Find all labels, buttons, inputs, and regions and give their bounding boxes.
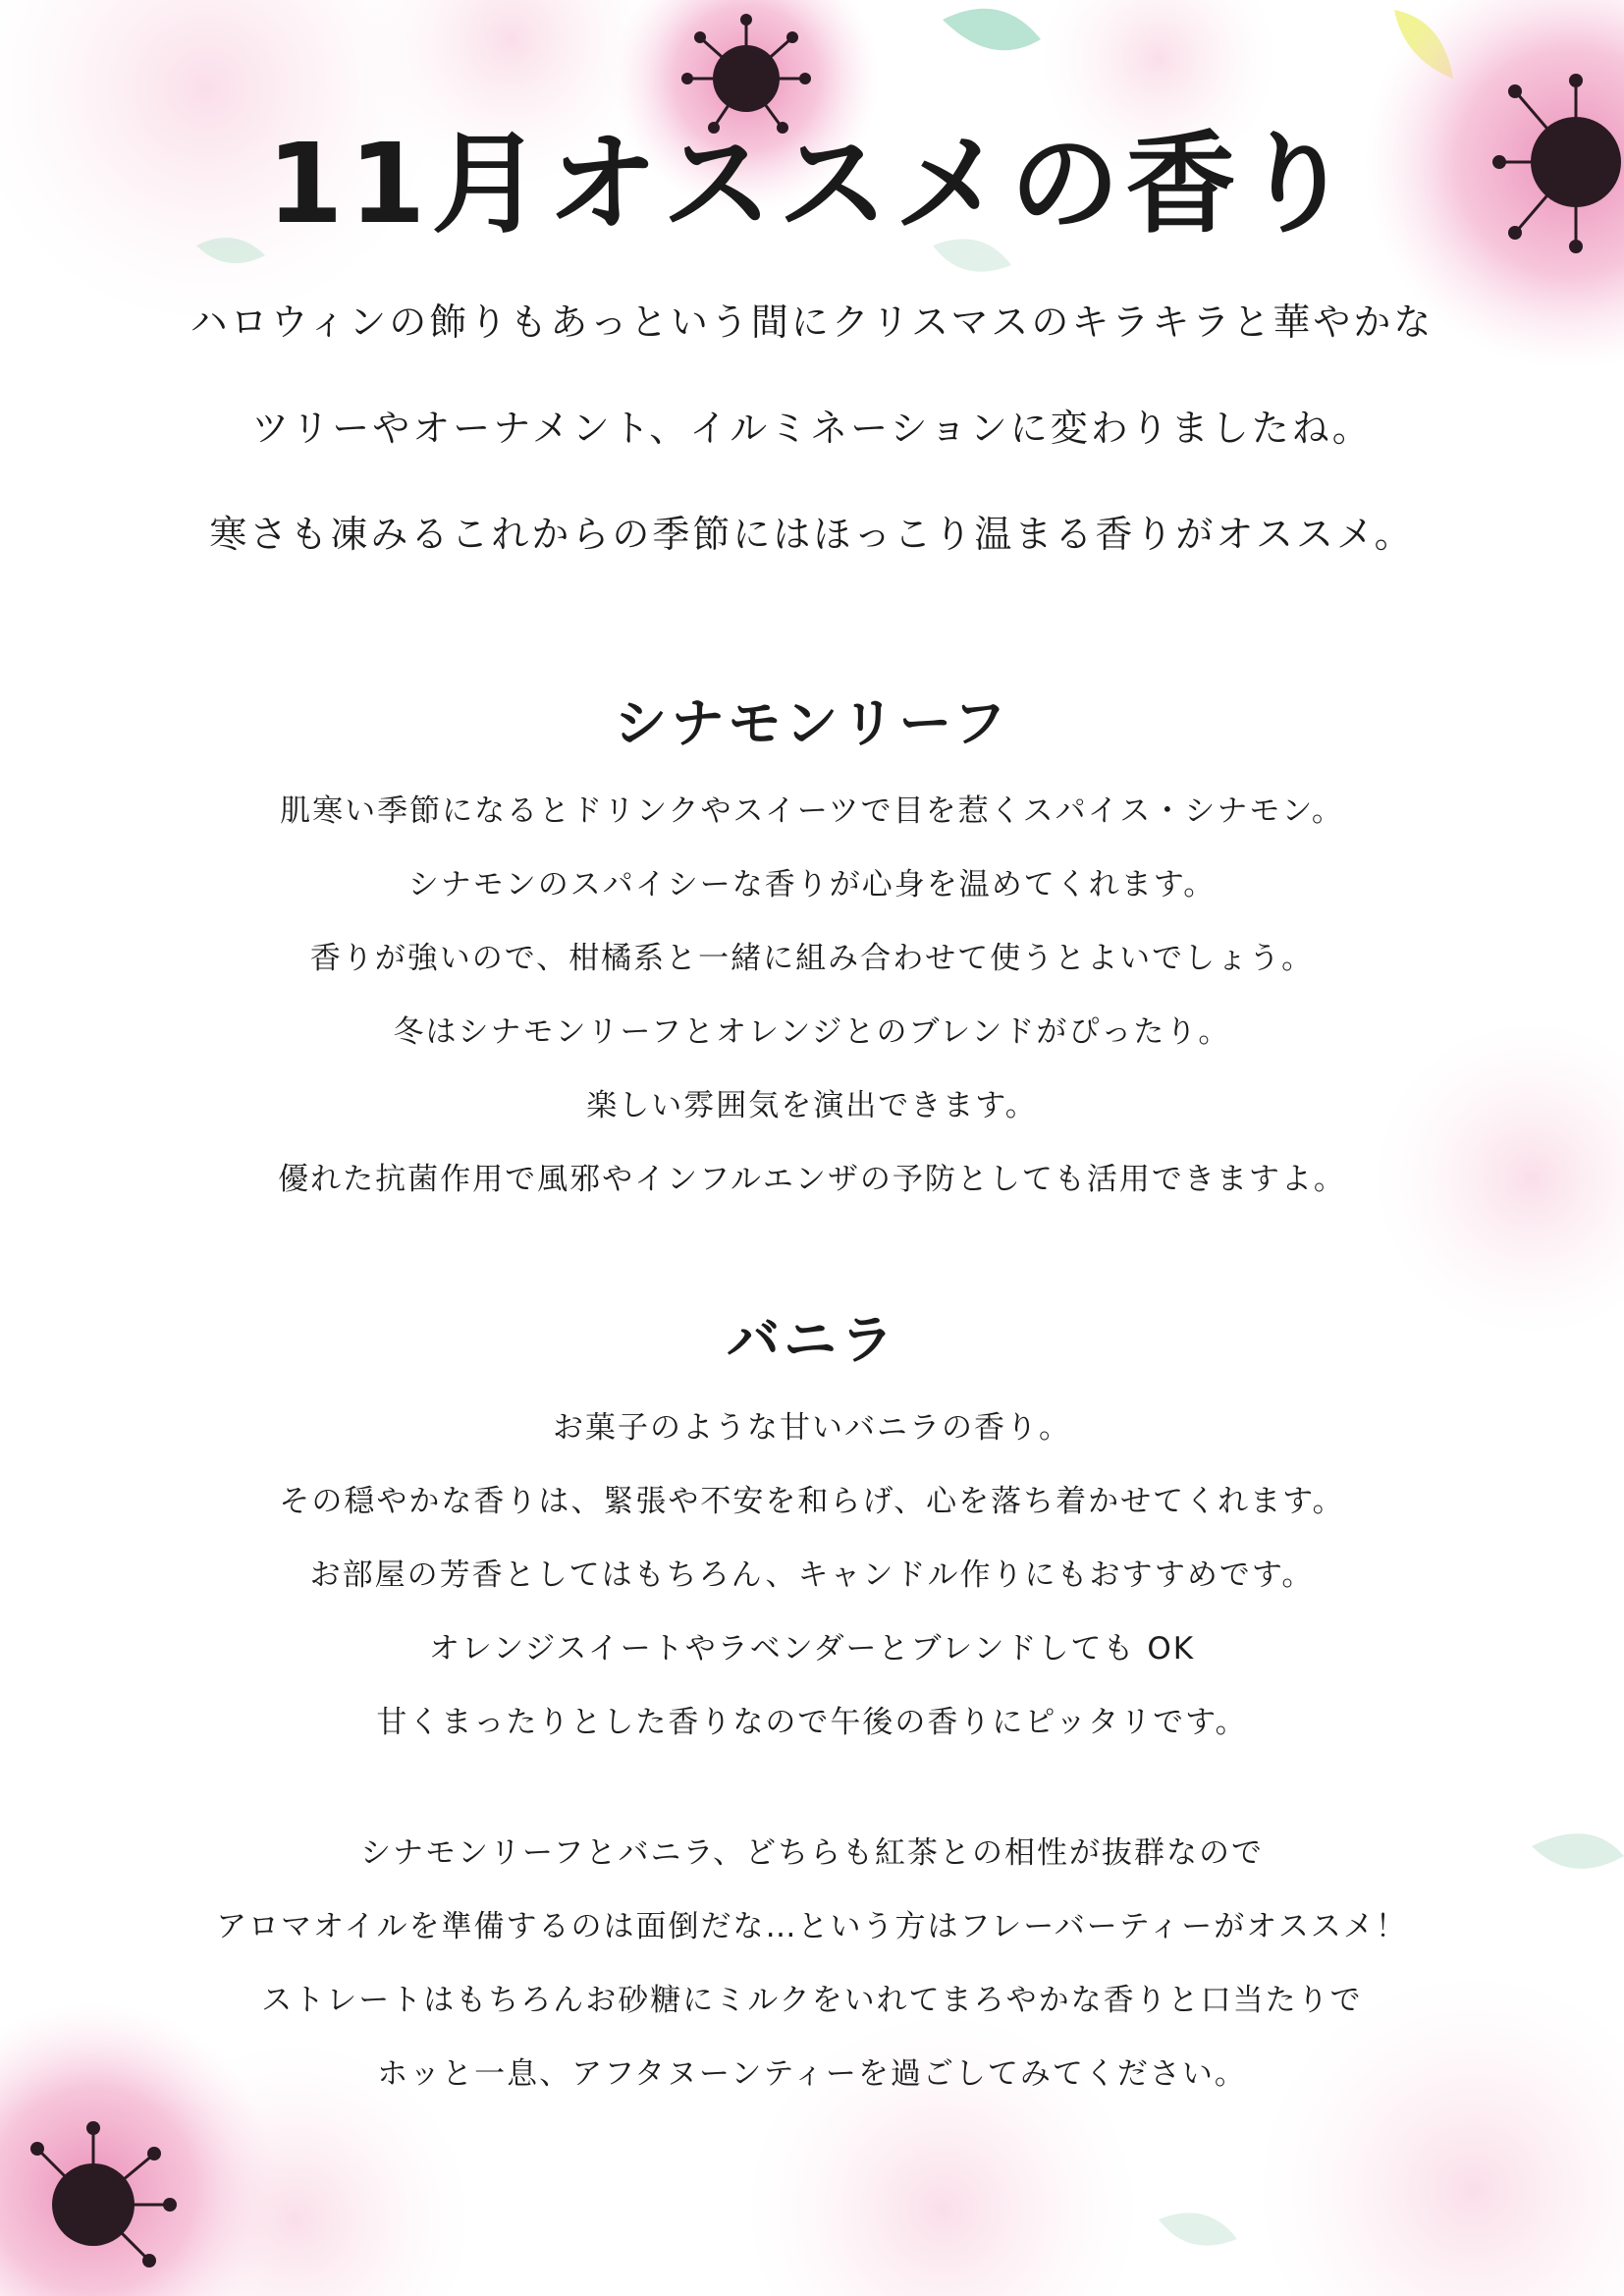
- page-title: 11月オススメの香り: [266, 121, 1358, 248]
- body-line: 肌寒い季節になるとドリンクやスイーツで目を惹くスパイス・シナモン。: [280, 793, 1344, 829]
- closing-line: ストレートはもちろんお砂糖にミルクをいれてまろやかな香りと口当たりで: [261, 1983, 1363, 2018]
- leaf-icon: [1159, 2213, 1237, 2245]
- body-line: オレンジスイートやラベンダーとブレンドしても OK: [428, 1631, 1196, 1667]
- body-line: 優れた抗菌作用で風邪やインフルエンザの予防としても活用できますよ。: [278, 1162, 1346, 1197]
- closing-line: ホッと一息、アフタヌーンティーを過ごしてみてください。: [377, 2056, 1247, 2092]
- section-heading: バニラ: [727, 1309, 897, 1371]
- body-line: シナモンのスパイシーな香りが心身を温めてくれます。: [407, 867, 1217, 902]
- section-vanilla: [0, 1306, 1624, 1743]
- body-line: お菓子のような甘いバニラの香り。: [553, 1410, 1071, 1446]
- body-line: 甘くまったりとした香りなので午後の香りにピッタリです。: [376, 1705, 1248, 1740]
- closing-paragraph: [0, 1832, 1624, 2127]
- closing-line: シナモンリーフとバニラ、どちらも紅茶との相性が抜群なので: [360, 1835, 1264, 1871]
- body-line: 楽しい雰囲気を演出できます。: [586, 1088, 1038, 1123]
- intro-line: ハロウィンの飾りもあっという間にクリスマスのキラキラと華やかな: [189, 301, 1435, 344]
- body-line: その穏やかな香りは、緊張や不安を和らげ、心を落ち着かせてくれます。: [279, 1484, 1345, 1519]
- leaf-icon: [943, 9, 1041, 51]
- closing-line: アロマオイルを準備するのは面倒だな…という方はフレーバーティーがオススメ！: [216, 1909, 1408, 1944]
- intro-paragraph: [0, 297, 1624, 615]
- body-line: 香りが強いので、柑橘系と一緒に組み合わせて使うとよいでしょう。: [309, 941, 1315, 976]
- intro-line: 寒さも凍みるこれからの季節にはほっこり温まる香りがオススメ。: [209, 513, 1415, 556]
- body-line: お部屋の芳香としてはもちろん、キャンドル作りにもおすすめです。: [309, 1558, 1315, 1593]
- section-cinnamon-leaf: [0, 689, 1624, 1200]
- intro-line: ツリーやオーナメント、イルミネーションに変わりましたね。: [251, 407, 1373, 450]
- section-body: [0, 791, 1624, 1200]
- body-line: 冬はシナモンリーフとオレンジとのブレンドがぴったり。: [393, 1014, 1231, 1050]
- section-heading: シナモンリーフ: [614, 692, 1010, 754]
- section-body: [0, 1407, 1624, 1743]
